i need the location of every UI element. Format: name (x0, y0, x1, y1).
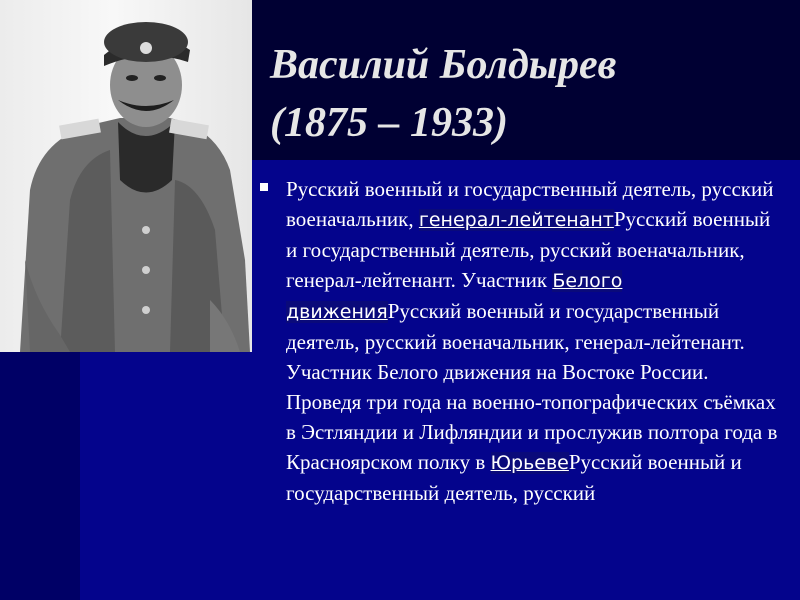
bullet-square (260, 183, 270, 193)
title-years: (1875 – 1933) (270, 100, 508, 146)
biography-paragraph (286, 174, 786, 508)
portrait-illustration (0, 0, 252, 352)
slide-title (270, 36, 790, 152)
paragraph-text: Русский военный и государственный деятель, русский военачальник, генерал-лейтенант. Участник Белого движения на Востоке России. Проведя три года на военно-топографических съёмках в Эстляндии и Лифляндии и прослужив полтора года в Красноярском полку в (286, 299, 778, 474)
link-white-movement[interactable]: Белого движения (286, 270, 623, 323)
link-yuriev[interactable]: Юрьеве (490, 452, 569, 474)
portrait-photo (0, 0, 252, 352)
title-name: Василий Болдырев (270, 42, 617, 88)
paragraph-text: Русский военный и государственный деятель, русский военачальник, (286, 177, 774, 231)
link-general-lieutenant[interactable]: генерал-лейтенант (418, 209, 614, 231)
paragraph-text: Русский военный и государственный деятель, русский военачальник, генерал-лейтенант. Участник (286, 207, 771, 292)
paragraph-text: Русский военный и государственный деятель, русский (286, 450, 742, 505)
